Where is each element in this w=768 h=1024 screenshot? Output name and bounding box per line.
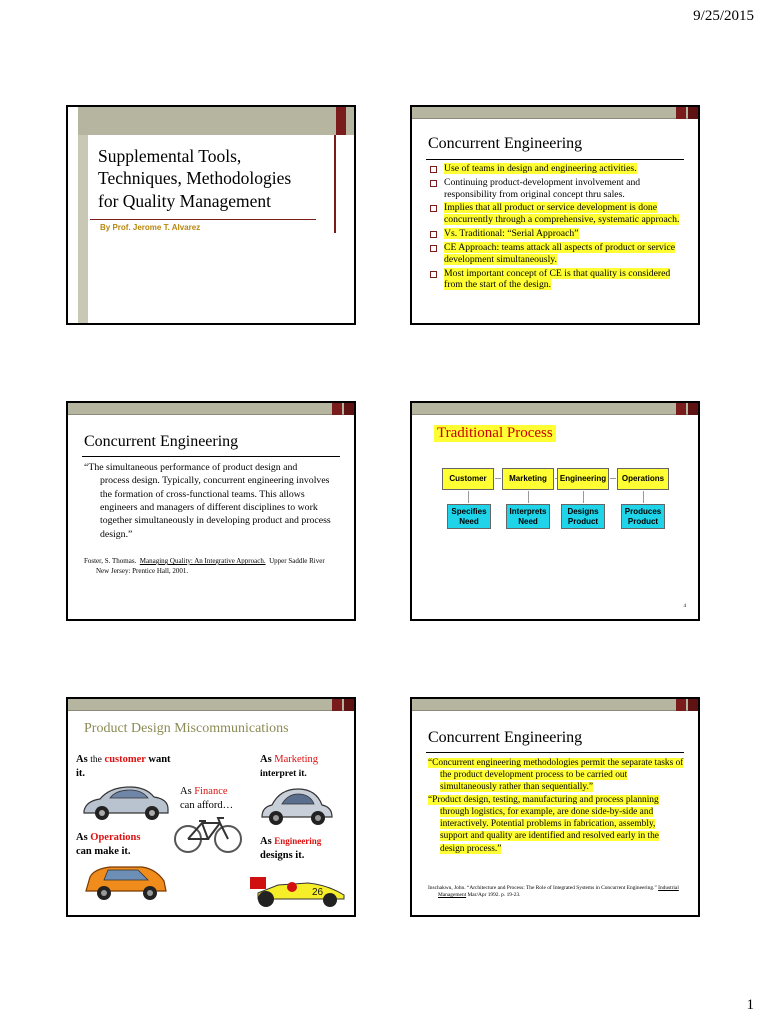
process-action-specifies-need: Specifies Need: [447, 504, 491, 529]
slide-2-title: Concurrent Engineering: [428, 135, 583, 152]
page-date: 9/25/2015: [693, 8, 754, 24]
slide-1-accent-line: [334, 135, 336, 233]
square-bullet-icon: [430, 245, 437, 252]
down-arrow: [583, 491, 584, 503]
down-arrow: [643, 491, 644, 503]
process-step-customer: Customer: [442, 468, 494, 490]
down-arrow: [528, 491, 529, 503]
bullet-item: Use of teams in design and engineering activities.: [428, 163, 686, 175]
race-car-number: 26: [312, 887, 324, 898]
slide-header-mark: [344, 699, 354, 711]
slide-5-title: Product Design Miscommunications: [84, 721, 289, 736]
slide-1-title-slide: [66, 105, 356, 325]
slide-2-bullet-list: [428, 163, 686, 293]
process-step-marketing: Marketing: [502, 468, 554, 490]
slide-header-band: [412, 107, 698, 119]
slide-1-title: [98, 145, 328, 212]
slide-header-band: [68, 699, 354, 711]
slide-header-mark: [676, 699, 686, 711]
slide-header-band: [412, 403, 698, 415]
bicycle-image: [172, 815, 244, 855]
slide-3-divider: [82, 456, 340, 457]
engineering-caption: As Engineering designs it.: [260, 836, 322, 861]
process-action-designs-product: Designs Product: [561, 504, 605, 529]
slide-3-quote: “The simultaneous performance of product design and process design. Typically, concurrent engineering involves the formation of cross-functional teams. This allows engineers and managers of different disciplines to work together simultaneously in developing product and process design.”: [84, 462, 331, 540]
slide-4-traditional-process: [410, 401, 700, 621]
bullet-item: Implies that all product or service development is done concurrently through a comprehensive, systematic approach.: [428, 202, 686, 226]
slide-header-mark: [676, 403, 686, 415]
slide-1-side-bar: [78, 107, 88, 323]
slide-1-accent-mark: [336, 107, 346, 135]
slide-number: 4: [683, 604, 686, 609]
square-bullet-icon: [430, 231, 437, 238]
slide-6-divider: [426, 752, 684, 753]
slide-6-title: Concurrent Engineering: [428, 729, 583, 746]
page-number: 1: [746, 997, 754, 1013]
slide-header-mark: [332, 699, 342, 711]
slide-5-product-design-miscommunications: [66, 697, 356, 917]
slide-6-citation: Inschakwu, John. “Architecture and Process: The Role of Integrated Systems in Concurrent Engineering.” Industrial Management Mar/Apr 1992. p. 19-23.: [428, 885, 679, 899]
slide-header-mark: [688, 699, 698, 711]
hatchback-car-image: [82, 861, 170, 905]
quote-paragraph: “Product design, testing, manufacturing and process planning through logistics, for example, are done side-by-side and interactively. Potential problems in fabrication, assembly, support and quality are identified and resolved early in the design process.”: [428, 794, 659, 854]
flow-arrow: [495, 478, 501, 479]
process-step-operations: Operations: [617, 468, 669, 490]
finance-caption: As Finance can afford…: [180, 786, 234, 811]
bullet-item: Most important concept of CE is that quality is considered from the start of the design.: [428, 268, 686, 292]
square-bullet-icon: [430, 166, 437, 173]
slide-2-concurrent-engineering: [410, 105, 700, 325]
slide-3-title: Concurrent Engineering: [84, 433, 239, 450]
bullet-item: CE Approach: teams attack all aspects of product or service development simultaneously.: [428, 242, 686, 266]
slide-1-author: By Prof. Jerome T. Alvarez: [100, 223, 201, 232]
title-line: Supplemental Tools,: [98, 146, 242, 166]
slide-header-mark: [688, 107, 698, 119]
process-step-engineering: Engineering: [557, 468, 609, 490]
process-action-produces-product: Produces Product: [621, 504, 665, 529]
title-line: Techniques, Methodologies: [98, 168, 292, 189]
slide-header-band: [412, 699, 698, 711]
square-bullet-icon: [430, 205, 437, 212]
slide-6-concurrent-engineering-quotes: [410, 697, 700, 917]
slide-1-header-band: [78, 107, 354, 135]
slide-header-mark: [676, 107, 686, 119]
down-arrow: [468, 491, 469, 503]
slide-header-band: [68, 403, 354, 415]
slide-3-definition: [66, 401, 356, 621]
square-bullet-icon: [430, 180, 437, 187]
bullet-item: Continuing product-development involvement and responsibility from original concept thru sales.: [428, 177, 686, 201]
square-bullet-icon: [430, 271, 437, 278]
title-line: for Quality Management: [98, 190, 272, 211]
slide-3-citation: Foster, S. Thomas. Managing Quality: An Integrative Approach. Upper Saddle River New Jersey: Prentice Hall, 2001.: [84, 557, 325, 575]
slide-4-title: Traditional Process: [434, 425, 556, 442]
beetle-car-image: [258, 785, 336, 829]
slide-header-mark: [332, 403, 342, 415]
customer-caption: As the customer want it.: [76, 754, 171, 779]
luxury-car-image: [80, 781, 172, 825]
bullet-item: Vs. Traditional: “Serial Approach”: [428, 228, 686, 240]
flow-arrow: [610, 478, 616, 479]
slide-1-divider: [90, 219, 316, 220]
slide-6-quotes: [428, 757, 684, 855]
slide-header-mark: [344, 403, 354, 415]
race-car-image: [248, 871, 348, 911]
marketing-caption: As Marketing interpret it.: [260, 754, 319, 779]
operations-caption: As Operations can make it.: [76, 832, 141, 857]
slide-header-mark: [688, 403, 698, 415]
slide-2-divider: [426, 159, 684, 160]
process-action-interprets-need: Interprets Need: [506, 504, 550, 529]
quote-paragraph: “Concurrent engineering methodologies permit the separate tasks of the product development process to be carried out simultaneously rather than sequentially.”: [428, 758, 684, 793]
